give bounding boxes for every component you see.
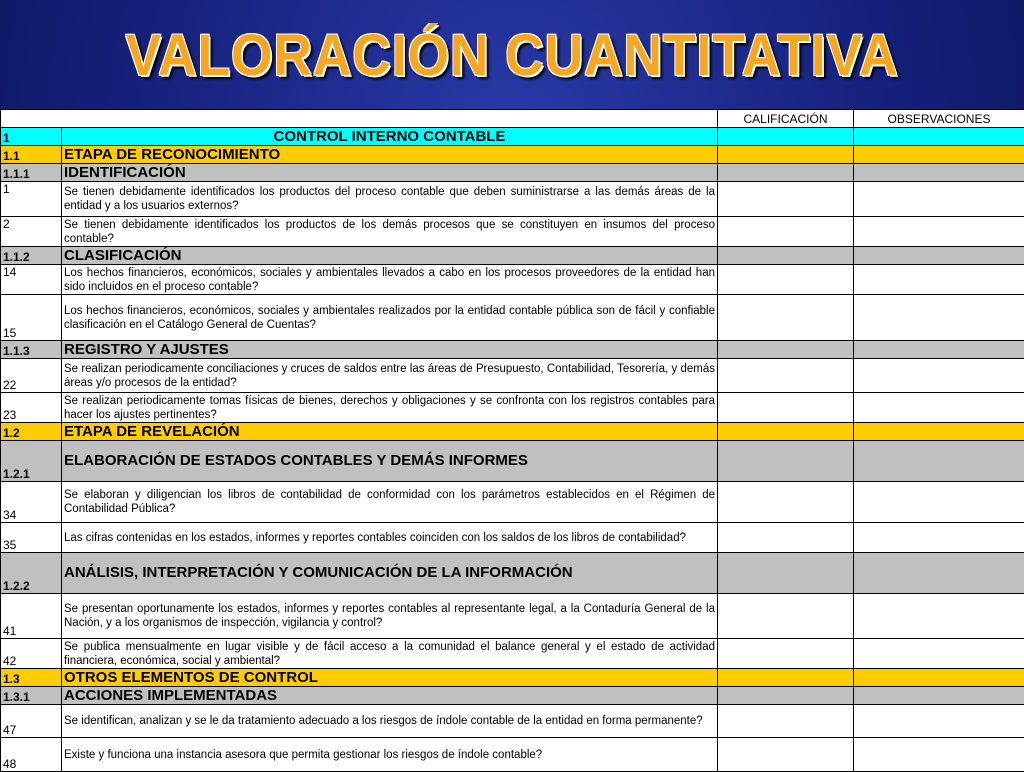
valuation-table-body <box>1 110 1024 772</box>
section-row-level2 <box>1 669 1024 687</box>
section-row-level3 <box>1 553 1024 594</box>
calificacion-cell <box>718 341 854 359</box>
question-text: Se presentan oportunamente los estados, informes y reportes contables al representante legal, a la Contaduría General de la Nación, y a los organismos de inspección, vigilancia y control? <box>62 594 718 639</box>
observaciones-cell <box>854 128 1024 146</box>
observaciones-cell <box>854 553 1024 594</box>
row-number: 1.1.1 <box>1 164 62 182</box>
question-row <box>1 217 1024 247</box>
calificacion-cell[interactable] <box>718 482 854 523</box>
question-row <box>1 359 1024 393</box>
question-row <box>1 295 1024 341</box>
observaciones-cell[interactable] <box>854 393 1024 423</box>
calificacion-header: CALIFICACIÓN <box>718 110 854 128</box>
question-text: Se realizan periodicamente conciliaciones y cruces de saldos entre las áreas de Presupuesto, Contabilidad, Tesorería, y demás áreas y/o procesos de la entidad? <box>62 359 718 393</box>
section-title: CLASIFICACIÓN <box>62 247 718 265</box>
observaciones-cell <box>854 341 1024 359</box>
section-row-level3 <box>1 164 1024 182</box>
row-number: 15 <box>1 295 62 341</box>
question-row <box>1 738 1024 772</box>
observaciones-cell <box>854 164 1024 182</box>
question-text: Los hechos financieros, económicos, sociales y ambientales llevados a cabo en los procesos proveedores de la entidad han sido incluidos en el proceso contable? <box>62 265 718 295</box>
valuation-table <box>0 109 1024 772</box>
question-text: Se identifican, analizan y se le da tratamiento adecuado a los riesgos de índole contable de la entidad en forma permanente? <box>62 705 718 738</box>
section-row-level3 <box>1 341 1024 359</box>
row-number: 1.1.2 <box>1 247 62 265</box>
observaciones-cell <box>854 146 1024 164</box>
calificacion-cell <box>718 423 854 441</box>
observaciones-cell[interactable] <box>854 482 1024 523</box>
observaciones-cell[interactable] <box>854 738 1024 772</box>
question-text: Las cifras contenidas en los estados, informes y reportes contables coinciden con los saldos de los libros de contabilidad? <box>62 523 718 553</box>
observaciones-cell[interactable] <box>854 523 1024 553</box>
question-text: Existe y funciona una instancia asesora que permita gestionar los riesgos de índole contable? <box>62 738 718 772</box>
row-number: 1.3 <box>1 669 62 687</box>
observaciones-header: OBSERVACIONES <box>854 110 1024 128</box>
question-text: Se realizan periodicamente tomas físicas de bienes, derechos y obligaciones y se confronta con los registros contables para hacer los ajustes pertinentes? <box>62 393 718 423</box>
row-number: 2 <box>1 217 62 247</box>
question-row <box>1 393 1024 423</box>
observaciones-cell <box>854 423 1024 441</box>
row-number: 1.3.1 <box>1 687 62 705</box>
calificacion-cell[interactable] <box>718 182 854 217</box>
question-text: Los hechos financieros, económicos, sociales y ambientales realizados por la entidad contable pública son de fácil y confiable clasificación en el Catálogo General de Cuentas? <box>62 295 718 341</box>
calificacion-cell <box>718 128 854 146</box>
observaciones-cell[interactable] <box>854 265 1024 295</box>
question-row <box>1 594 1024 639</box>
observaciones-cell <box>854 247 1024 265</box>
observaciones-cell <box>854 687 1024 705</box>
row-number: 1.2.1 <box>1 441 62 482</box>
section-title: ACCIONES IMPLEMENTADAS <box>62 687 718 705</box>
question-row <box>1 639 1024 669</box>
header-row <box>1 110 1024 128</box>
observaciones-cell[interactable] <box>854 182 1024 217</box>
question-row <box>1 523 1024 553</box>
calificacion-cell[interactable] <box>718 393 854 423</box>
row-number: 1 <box>1 182 62 217</box>
section-row-level2 <box>1 146 1024 164</box>
question-text: Se publica mensualmente en lugar visible y de fácil acceso a la comunidad el balance general y el estado de actividad financiera, económica, social y ambiental? <box>62 639 718 669</box>
calificacion-cell[interactable] <box>718 523 854 553</box>
row-number: 34 <box>1 482 62 523</box>
calificacion-cell <box>718 553 854 594</box>
question-row <box>1 182 1024 217</box>
observaciones-cell[interactable] <box>854 594 1024 639</box>
observaciones-cell[interactable] <box>854 359 1024 393</box>
section-row-level3 <box>1 441 1024 482</box>
section-title: CONTROL INTERNO CONTABLE <box>62 128 718 146</box>
row-number: 14 <box>1 265 62 295</box>
row-number: 41 <box>1 594 62 639</box>
section-title: ELABORACIÓN DE ESTADOS CONTABLES Y DEMÁS INFORMES <box>62 441 718 482</box>
calificacion-cell[interactable] <box>718 265 854 295</box>
section-row-level2 <box>1 423 1024 441</box>
row-number: 23 <box>1 393 62 423</box>
row-number: 47 <box>1 705 62 738</box>
question-row <box>1 482 1024 523</box>
observaciones-cell[interactable] <box>854 217 1024 247</box>
calificacion-cell[interactable] <box>718 738 854 772</box>
calificacion-cell[interactable] <box>718 639 854 669</box>
row-number: 1.1 <box>1 146 62 164</box>
row-number: 1.1.3 <box>1 341 62 359</box>
page-title: VALORACIÓN CUANTITATIVA <box>41 16 983 96</box>
section-title: ETAPA DE RECONOCIMIENTO <box>62 146 718 164</box>
section-row-level3 <box>1 247 1024 265</box>
section-title: ETAPA DE REVELACIÓN <box>62 423 718 441</box>
calificacion-cell[interactable] <box>718 295 854 341</box>
calificacion-cell <box>718 146 854 164</box>
section-row-level3 <box>1 687 1024 705</box>
calificacion-cell <box>718 247 854 265</box>
question-text: Se tienen debidamente identificados los productos del proceso contable que deben suministrarse a las demás áreas de la entidad y a los usuarios externos? <box>62 182 718 217</box>
question-text: Se tienen debidamente identificados los productos de los demás procesos que se constituyen en insumos del proceso contable? <box>62 217 718 247</box>
calificacion-cell[interactable] <box>718 594 854 639</box>
calificacion-cell <box>718 687 854 705</box>
calificacion-cell[interactable] <box>718 359 854 393</box>
observaciones-cell <box>854 669 1024 687</box>
header-blank-cell <box>1 110 718 128</box>
question-row <box>1 705 1024 738</box>
row-number: 1.2.2 <box>1 553 62 594</box>
row-number: 42 <box>1 639 62 669</box>
row-number: 1.2 <box>1 423 62 441</box>
row-number: 1 <box>1 128 62 146</box>
question-row <box>1 265 1024 295</box>
observaciones-cell[interactable] <box>854 639 1024 669</box>
row-number: 35 <box>1 523 62 553</box>
calificacion-cell <box>718 441 854 482</box>
row-number: 22 <box>1 359 62 393</box>
calificacion-cell <box>718 164 854 182</box>
observaciones-cell <box>854 441 1024 482</box>
observaciones-cell[interactable] <box>854 705 1024 738</box>
section-row-level1 <box>1 128 1024 146</box>
section-title: OTROS ELEMENTOS DE CONTROL <box>62 669 718 687</box>
section-title: ANÁLISIS, INTERPRETACIÓN Y COMUNICACIÓN DE LA INFORMACIÓN <box>62 553 718 594</box>
calificacion-cell[interactable] <box>718 705 854 738</box>
calificacion-cell[interactable] <box>718 217 854 247</box>
row-number: 48 <box>1 738 62 772</box>
calificacion-cell <box>718 669 854 687</box>
question-text: Se elaboran y diligencian los libros de contabilidad de conformidad con los parámetros establecidos en el Régimen de Contabilidad Pública? <box>62 482 718 523</box>
section-title: REGISTRO Y AJUSTES <box>62 341 718 359</box>
section-title: IDENTIFICACIÓN <box>62 164 718 182</box>
observaciones-cell[interactable] <box>854 295 1024 341</box>
